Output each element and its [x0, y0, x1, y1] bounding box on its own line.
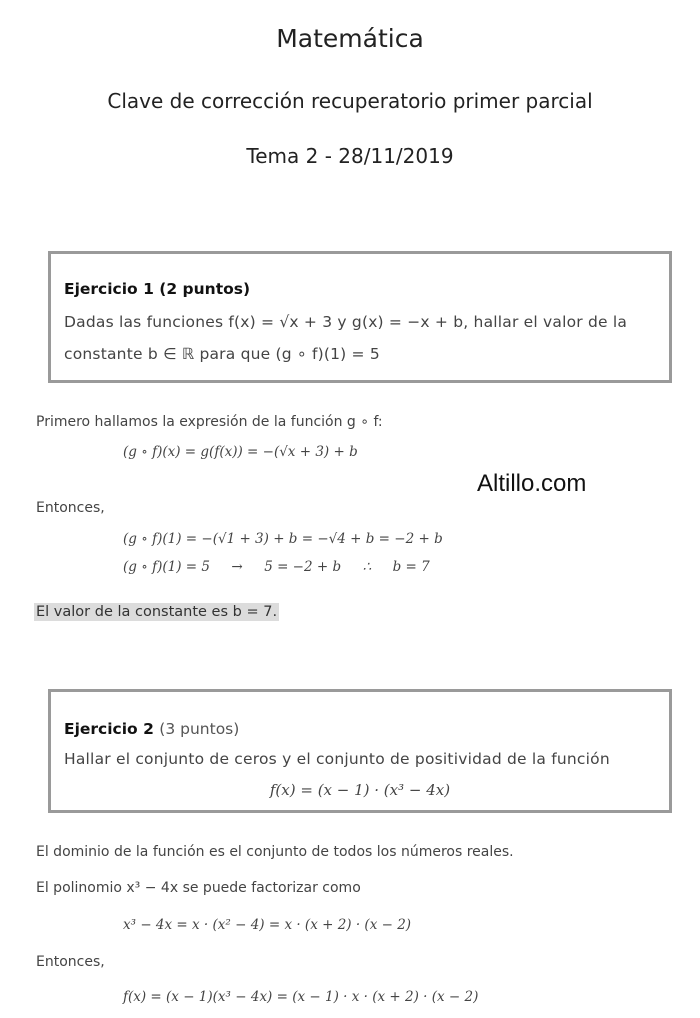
- solution-2-factorization-equation: x³ − 4x = x · (x² − 4) = x · (x + 2) · (x − 2): [123, 917, 412, 933]
- document-title: Matemática: [276, 24, 424, 53]
- solution-1-then: Entonces,: [36, 500, 105, 516]
- exercise-2-statement: Hallar el conjunto de ceros y el conjunto de positividad de la función: [64, 750, 610, 768]
- solution-2-function-factored-equation: f(x) = (x − 1)(x³ − 4x) = (x − 1) · x · (x + 2) · (x − 2): [123, 989, 479, 1005]
- solution-1-conclusion: El valor de la constante es b = 7.: [36, 604, 278, 620]
- solution-2-then: Entonces,: [36, 954, 105, 970]
- exercise-2-box: [48, 689, 672, 813]
- document-topic-date: Tema 2 - 28/11/2019: [246, 144, 454, 168]
- exercise-1-statement-line1: Dadas las funciones f(x) = √x + 3 y g(x) = −x + b, hallar el valor de la: [64, 313, 628, 331]
- exercise-1-box: [48, 251, 672, 383]
- solution-1-intro: Primero hallamos la expresión de la función g ∘ f:: [36, 414, 383, 430]
- solution-1-result-equation: (g ∘ f)(1) = 5 → 5 = −2 + b ∴ b = 7: [123, 559, 430, 575]
- solution-1-composition-equation: (g ∘ f)(x) = g(f(x)) = −(√x + 3) + b: [123, 444, 358, 460]
- watermark-text: Altillo.com: [477, 470, 587, 497]
- solution-1-evaluation-equation: (g ∘ f)(1) = −(√1 + 3) + b = −√4 + b = −2 + b: [123, 531, 443, 547]
- exercise-1-heading: Ejercicio 1 (2 puntos): [64, 280, 251, 298]
- exercise-1-statement-line2: constante b ∈ ℝ para que (g ∘ f)(1) = 5: [64, 345, 380, 363]
- solution-2-domain: El dominio de la función es el conjunto de todos los números reales.: [36, 844, 514, 860]
- solution-2-factor-intro: El polinomio x³ − 4x se puede factorizar como: [36, 880, 361, 896]
- exercise-2-heading: [64, 720, 239, 738]
- exercise-2-heading-label: Ejercicio 2: [64, 720, 154, 738]
- document-subtitle: Clave de corrección recuperatorio primer parcial: [107, 89, 593, 113]
- exercise-2-function: f(x) = (x − 1) · (x³ − 4x): [269, 781, 451, 799]
- exercise-2-heading-points: (3 puntos): [159, 720, 240, 738]
